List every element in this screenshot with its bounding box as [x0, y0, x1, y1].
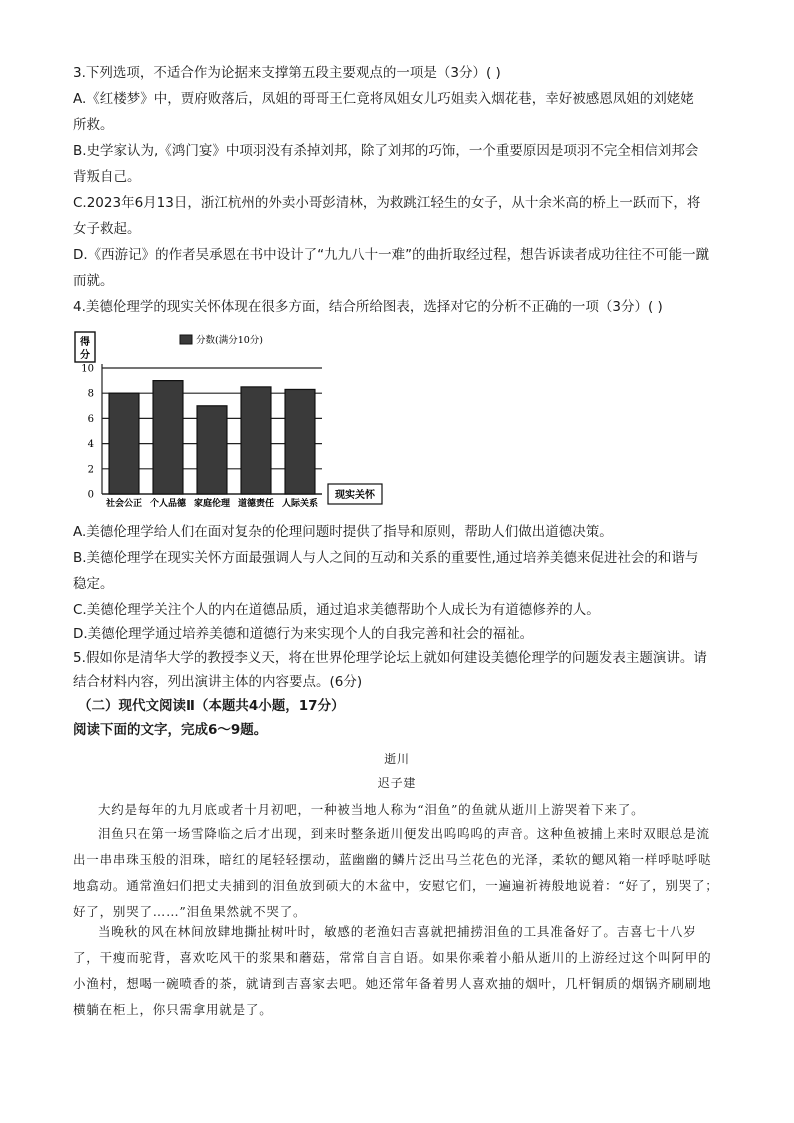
q3-option-d-line1: D.《西游记》的作者吴承恩在书中设计了“九九八十一难”的曲折取经过程，想告诉读者成功往往不可能一蹴 — [73, 247, 710, 263]
story-paragraph-3: 当晚秋的风在林间放肆地撕扯树叶时，敏感的老渔妇吉喜就把捕捞泪鱼的工具准备好了。吉喜七十八岁了，干瘦而驼背，喜欢吃风干的浆果和蘑菇，常常自言自语。如果你乘着小船从逝川的上游经过这个叫阿甲的小渔村，想喝一碗喷香的茶，就请到吉喜家去吧。她还常年备着男人喜欢抽的烟叶，几杆铜质的烟锅齐刷刷地横躺在柜上，你只需拿用就是了。 — [73, 924, 712, 1017]
q3-option-a-line2: 所救。 — [73, 117, 114, 133]
x-category-label: 道德责任 — [237, 499, 275, 509]
q3-option-c-line2: 女子救起。 — [73, 221, 141, 237]
bar — [197, 406, 227, 494]
story-paragraph-2: 泪鱼只在第一场雪降临之后才出现，到来时整条逝川便发出呜呜呜的声音。这种鱼被捕上来时双眼总是流出一串串珠玉般的泪珠，暗红的尾轻轻摆动，蓝幽幽的鳞片泛出马兰花色的光泽，柔软的鳃风箱一样呼哒呼哒地翕动。通常渔妇们把丈夫捕到的泪鱼放到硕大的木盆中，安慰它们，一遍遍祈祷般地说着：“好了，别哭了；好了，别哭了……”泪鱼果然就不哭了。 — [73, 826, 719, 919]
q3-option-d-line2: 而就。 — [73, 273, 114, 289]
y-tick-label: 0 — [87, 489, 94, 501]
q3-option-a-line1: A.《红楼梦》中，贾府败落后，凤姐的哥哥王仁竟将凤姐女儿巧姐卖入烟花巷，幸好被感恩凤姐的刘姥姥 — [73, 91, 694, 107]
y-axis-label-char: 得 — [80, 337, 90, 348]
bar — [109, 393, 139, 494]
y-tick-label: 10 — [81, 363, 94, 375]
x-category-label: 家庭伦理 — [193, 499, 231, 509]
q4-option-b-line1: B.美德伦理学在现实关怀方面最强调人与人之间的互动和关系的重要性,通过培养美德来促进社会的和谐与 — [73, 550, 699, 566]
y-tick-label: 8 — [87, 388, 94, 400]
q3-option-b-line2: 背叛自己。 — [73, 169, 141, 185]
legend-label: 分数(满分10分) — [196, 335, 264, 346]
q3-option-c-line1: C.2023年6月13日，浙江杭州的外卖小哥彭清林，为救跳江轻生的女子，从十余米高的桥上一跃而下，将 — [73, 195, 701, 211]
q4-option-b-line2: 稳定。 — [73, 576, 114, 592]
bar — [153, 381, 183, 494]
x-category-label: 人际关系 — [281, 499, 319, 509]
q5-line1: 5.假如你是清华大学的教授李义天，将在世界伦理学论坛上就如何建设美德伦理学的问题发表主题演讲。请 — [73, 650, 707, 666]
q5-line2: 结合材料内容，列出演讲主体的内容要点。(6分) — [73, 674, 363, 690]
x-category-label: 社会公正 — [105, 499, 143, 509]
section-instruction: 阅读下面的文字，完成6～9题。 — [73, 722, 268, 738]
story-title: 逝川 — [384, 752, 410, 766]
q3-option-b-line1: B.史学家认为,《鸿门宴》中项羽没有杀掉刘邦，除了刘邦的巧饰，一个重要原因是项羽不完全相信刘邦会 — [73, 143, 699, 159]
bar-chart — [70, 326, 400, 510]
y-tick-label: 6 — [87, 413, 94, 425]
q4-stem: 4.美德伦理学的现实关怀体现在很多方面，结合所给图表，选择对它的分析不正确的一项（3分）( ) — [73, 299, 663, 315]
bar — [241, 387, 271, 494]
q4-option-c: C.美德伦理学关注个人的内在道德品质，通过追求美德帮助个人成长为有道德修养的人。 — [73, 602, 600, 618]
x-category-label: 个人品德 — [149, 499, 187, 509]
story-author: 迟子建 — [377, 776, 417, 790]
legend-swatch — [180, 335, 192, 344]
q4-option-a: A.美德伦理学给人们在面对复杂的伦理问题时提供了指导和原则，帮助人们做出道德决策。 — [73, 524, 613, 540]
y-tick-label: 4 — [87, 439, 94, 451]
bar — [285, 389, 315, 494]
y-axis-label-char: 分 — [80, 350, 90, 361]
q4-option-d: D.美德伦理学通过培养美德和道德行为来实现个人的自我完善和社会的福祉。 — [73, 626, 534, 642]
q3-stem: 3.下列选项，不适合作为论据来支撑第五段主要观点的一项是（3分）( ) — [73, 65, 501, 81]
x-axis-label: 现实关怀 — [335, 490, 375, 501]
story-paragraph-1: 大约是每年的九月底或者十月初吧，一种被当地人称为“泪鱼”的鱼就从逝川上游哭着下来了。 — [98, 802, 645, 817]
section-heading: （二）现代文阅读Ⅱ（本题共4小题，17分） — [78, 698, 345, 714]
y-tick-label: 2 — [87, 464, 94, 476]
